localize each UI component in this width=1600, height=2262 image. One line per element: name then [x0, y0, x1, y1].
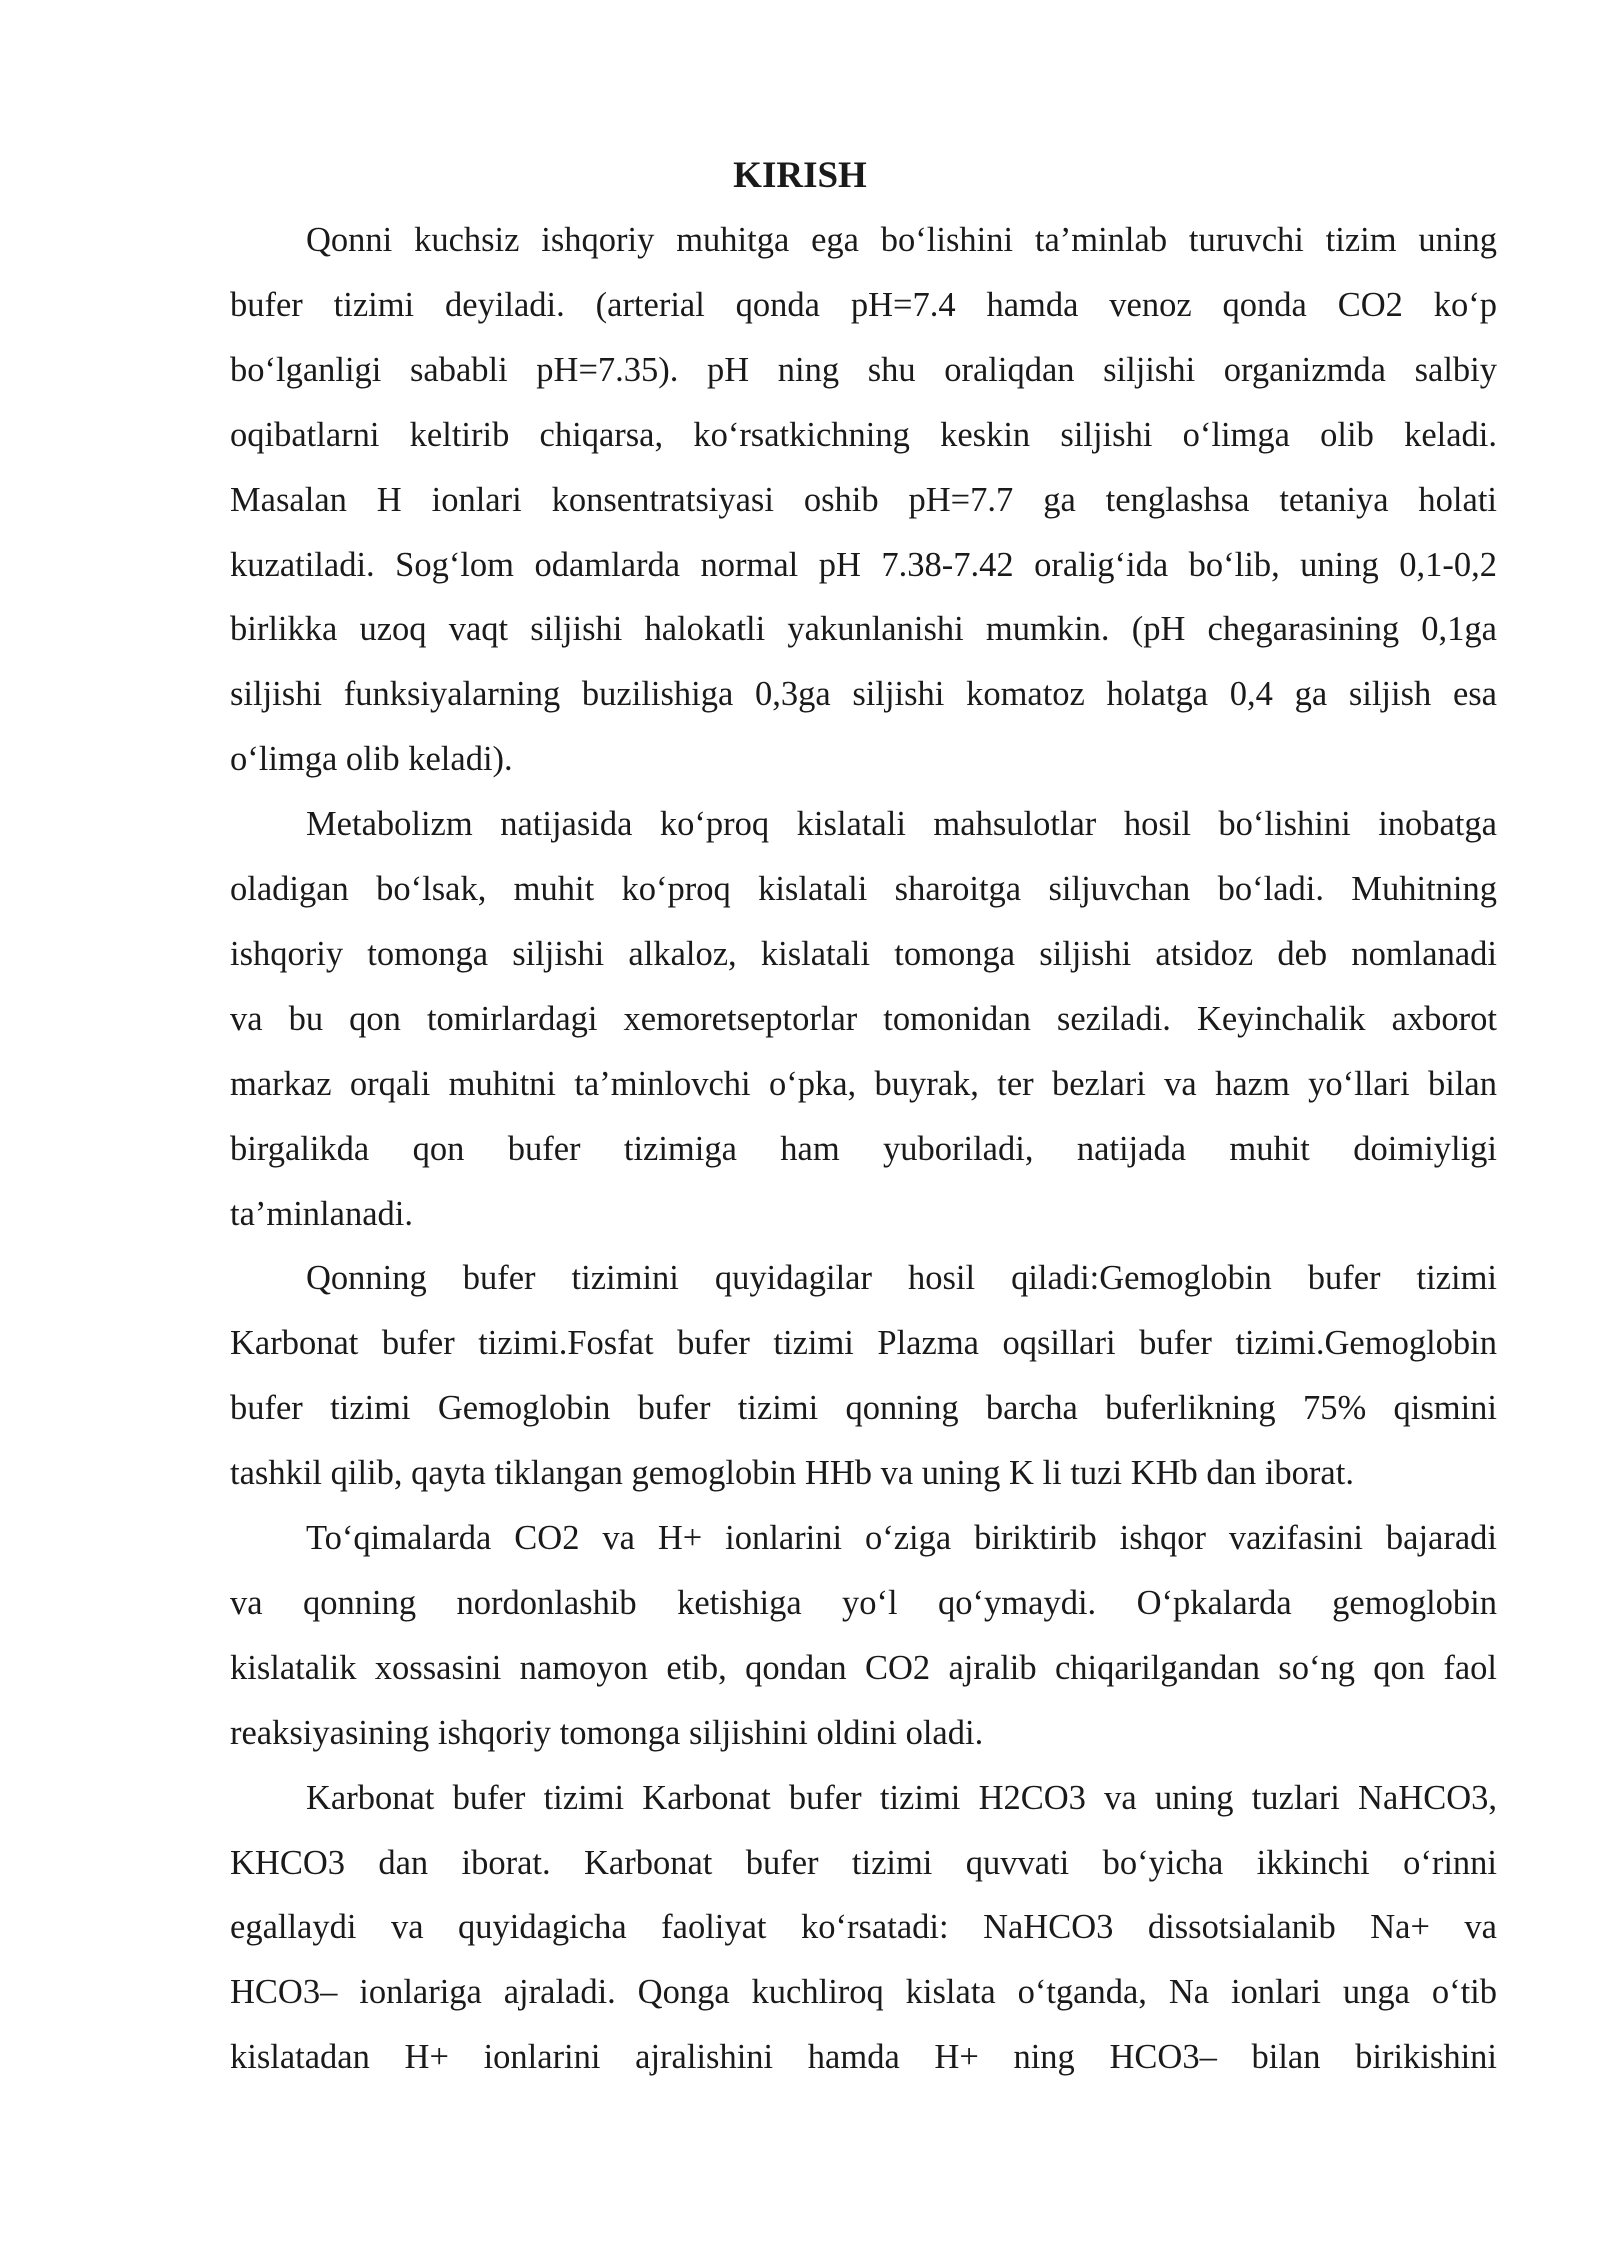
text-line: Metabolizm natijasida ko‘proq kislatali mahsulotlar hosil bo‘lishini inobatga	[306, 805, 1497, 843]
text-line: va qonning nordonlashib ketishiga yo‘l qo‘ymaydi. O‘pkalarda gemoglobin	[230, 1584, 1497, 1622]
text-line: oladigan bo‘lsak, muhit ko‘proq kislatali sharoitga siljuvchan bo‘ladi. Muhitning	[230, 870, 1497, 908]
page-title: KIRISH	[733, 155, 867, 196]
text-line: Karbonat bufer tizimi Karbonat bufer tizimi H2CO3 va uning tuzlari NaHCO3,	[306, 1779, 1497, 1817]
text-line: bufer tizimi Gemoglobin bufer tizimi qonning barcha buferlikning 75% qismini	[230, 1389, 1497, 1427]
text-line: Qonni kuchsiz ishqoriy muhitga ega bo‘lishini ta’minlab turuvchi tizim uning	[306, 221, 1497, 259]
text-line: birlikka uzoq vaqt siljishi halokatli yakunlanishi mumkin. (pH chegarasining 0,1ga	[230, 610, 1497, 648]
text-line: Karbonat bufer tizimi.Fosfat bufer tizimi Plazma oqsillari bufer tizimi.Gemoglobin	[230, 1324, 1497, 1362]
text-line: KHCO3 dan iborat. Karbonat bufer tizimi quvvati bo‘yicha ikkinchi o‘rinni	[230, 1844, 1497, 1882]
text-line: bufer tizimi deyiladi. (arterial qonda pH=7.4 hamda venoz qonda CO2 ko‘p	[230, 286, 1497, 324]
text-line: oqibatlarni keltirib chiqarsa, ko‘rsatkichning keskin siljishi o‘limga olib keladi.	[230, 416, 1497, 454]
text-line: birgalikda qon bufer tizimiga ham yuboriladi, natijada muhit doimiyligi	[230, 1130, 1497, 1168]
text-line: tashkil qilib, qayta tiklangan gemoglobin HHb va uning K li tuzi KHb dan iborat.	[230, 1454, 1354, 1492]
text-line: Qonning bufer tizimini quyidagilar hosil qiladi:Gemoglobin bufer tizimi	[306, 1259, 1497, 1297]
text-line: egallaydi va quyidagicha faoliyat ko‘rsatadi: NaHCO3 dissotsialanib Na+ va	[230, 1908, 1497, 1946]
text-line: siljishi funksiyalarning buzilishiga 0,3ga siljishi komatoz holatga 0,4 ga siljish esa	[230, 675, 1497, 713]
text-line: bo‘lganligi sababli pH=7.35). pH ning shu oraliqdan siljishi organizmda salbiy	[230, 351, 1497, 389]
text-line: markaz orqali muhitni ta’minlovchi o‘pka, buyrak, ter bezlari va hazm yo‘llari bilan	[230, 1065, 1497, 1103]
text-line: Masalan H ionlari konsentratsiyasi oshib pH=7.7 ga tenglashsa tetaniya holati	[230, 481, 1497, 519]
text-line: ishqoriy tomonga siljishi alkaloz, kislatali tomonga siljishi atsidoz deb nomlanadi	[230, 935, 1497, 973]
text-line: To‘qimalarda CO2 va H+ ionlarini o‘ziga biriktirib ishqor vazifasini bajaradi	[306, 1519, 1497, 1557]
text-line: kislatadan H+ ionlarini ajralishini hamda H+ ning HCO3– bilan birikishini	[230, 2038, 1497, 2076]
text-line: o‘limga olib keladi).	[230, 740, 513, 778]
text-line: reaksiyasining ishqoriy tomonga siljishini oldini oladi.	[230, 1714, 984, 1752]
text-line: kuzatiladi. Sog‘lom odamlarda normal pH 7.38-7.42 oralig‘ida bo‘lib, uning 0,1-0,2	[230, 546, 1497, 584]
text-line: ta’minlanadi.	[230, 1195, 413, 1233]
text-line: kislatalik xossasini namoyon etib, qondan CO2 ajralib chiqarilgandan so‘ng qon faol	[230, 1649, 1497, 1687]
text-line: va bu qon tomirlardagi xemoretseptorlar tomonidan seziladi. Keyinchalik axborot	[230, 1000, 1497, 1038]
text-line: HCO3– ionlariga ajraladi. Qonga kuchliroq kislata o‘tganda, Na ionlari unga o‘tib	[230, 1973, 1497, 2011]
